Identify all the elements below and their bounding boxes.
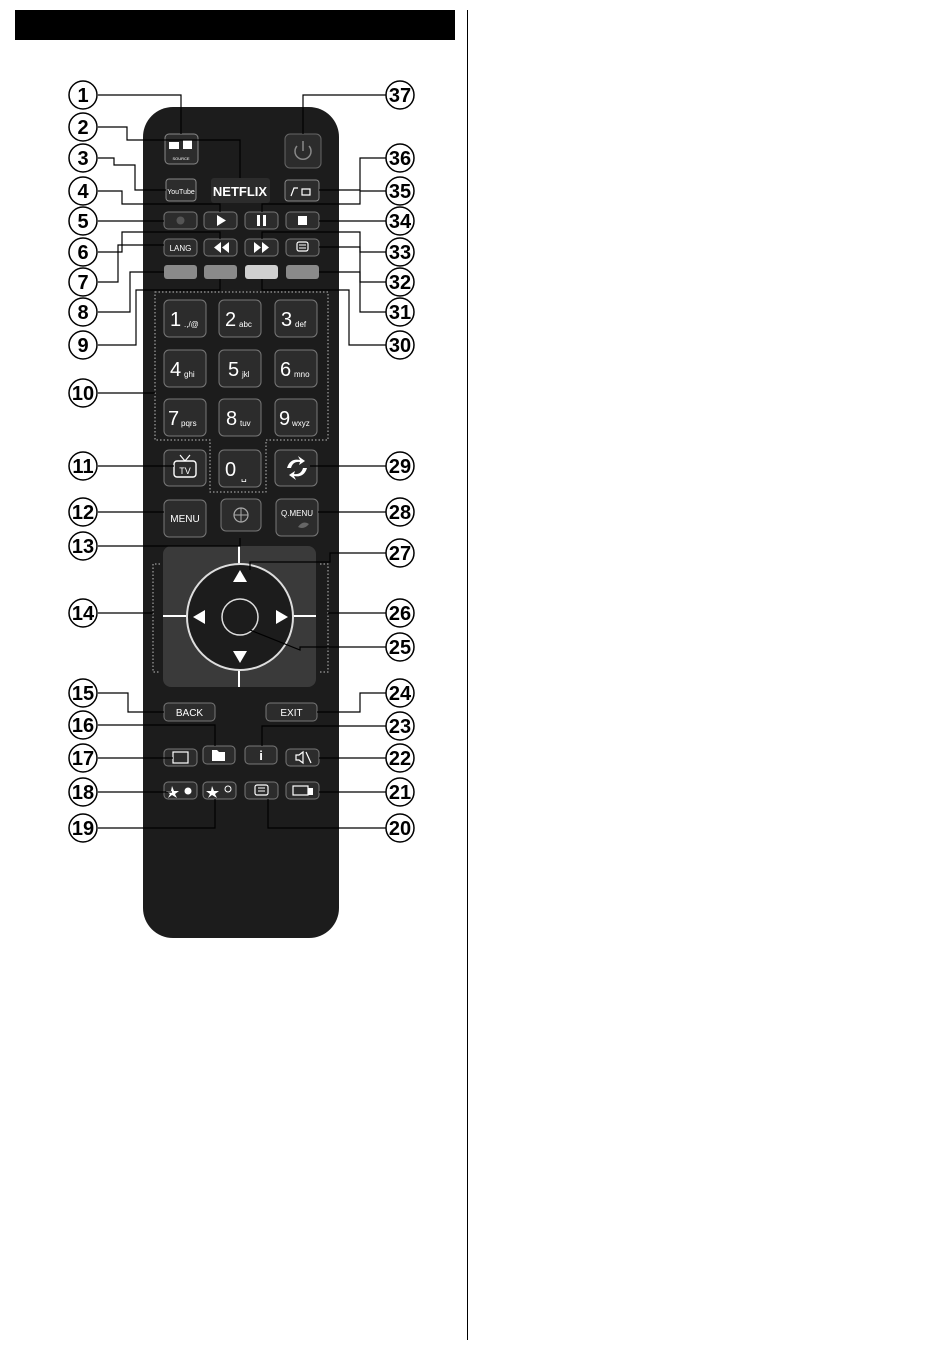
color-key-blue[interactable] — [286, 265, 319, 279]
callout-21 — [386, 778, 414, 806]
back-button[interactable] — [164, 703, 215, 721]
callout-15 — [69, 679, 97, 707]
svg-text:31: 31 — [388, 302, 412, 324]
internet-button[interactable] — [221, 499, 261, 531]
callout-28 — [386, 498, 414, 526]
epg-button[interactable] — [286, 782, 319, 799]
menu-button[interactable] — [164, 500, 206, 537]
callout-37 — [386, 81, 414, 109]
pause-icon — [257, 215, 260, 226]
record-button[interactable] — [164, 212, 197, 229]
svg-text:16: 16 — [71, 715, 95, 737]
digit-6-button[interactable] — [275, 350, 317, 387]
digit-2-button[interactable] — [219, 300, 261, 337]
digit-0-number: 0 — [225, 459, 237, 481]
svg-text:20: 20 — [388, 818, 412, 840]
fast-forward-button[interactable] — [245, 239, 278, 256]
svg-text:24: 24 — [388, 683, 412, 705]
digit-9-number: 9 — [279, 408, 291, 430]
callout-30 — [386, 331, 414, 359]
svg-text:7: 7 — [77, 272, 89, 294]
swap-button[interactable] — [275, 450, 317, 486]
svg-text:27: 27 — [388, 543, 412, 565]
menu-label: MENU — [170, 514, 200, 525]
navigation-pad — [153, 546, 328, 687]
teletext-button[interactable] — [245, 782, 278, 799]
callout-18 — [69, 778, 97, 806]
svg-text:12: 12 — [71, 502, 95, 524]
source-label: SOURCE — [172, 156, 190, 161]
callout-24 — [386, 679, 414, 707]
svg-text:10: 10 — [71, 383, 95, 405]
svg-text:18: 18 — [71, 782, 95, 804]
digit-1-number: 1 — [170, 309, 182, 331]
digit-6-number: 6 — [280, 359, 292, 381]
callout-11 — [69, 452, 97, 480]
quick-menu-button[interactable] — [276, 499, 318, 536]
svg-text:36: 36 — [388, 148, 412, 170]
digit-1-letters: .,/@ — [184, 320, 199, 329]
svg-text:6: 6 — [77, 242, 89, 264]
digit-7-number: 7 — [168, 408, 180, 430]
callout-27 — [386, 539, 414, 567]
stop-button[interactable] — [286, 212, 319, 229]
svg-text:2: 2 — [77, 117, 89, 139]
youtube-label: YouTube — [167, 189, 195, 196]
svg-text:8: 8 — [77, 302, 89, 324]
subtitle-button[interactable] — [286, 239, 319, 256]
digit-7-button[interactable] — [164, 399, 206, 436]
callout-10 — [69, 379, 97, 407]
digit-2-number: 2 — [225, 309, 237, 331]
digit-1-button[interactable] — [164, 300, 206, 337]
exit-button[interactable] — [266, 703, 317, 721]
svg-text:5: 5 — [77, 211, 89, 233]
pause-button[interactable] — [245, 212, 278, 229]
callout-31 — [386, 298, 414, 326]
callout-29 — [386, 452, 414, 480]
svg-text:11: 11 — [72, 456, 94, 478]
digit-7-letters: pqrs — [181, 419, 197, 428]
media-browser-button[interactable] — [285, 180, 319, 201]
qmenu-label: Q.MENU — [281, 509, 313, 518]
digit-8-number: 8 — [226, 408, 238, 430]
color-key-green[interactable] — [204, 265, 237, 279]
svg-text:15: 15 — [71, 683, 95, 705]
callout-25 — [386, 633, 414, 661]
callout-13 — [69, 532, 97, 560]
callout-8 — [69, 298, 97, 326]
rewind-button[interactable] — [204, 239, 237, 256]
digit-0-space: ␣ — [241, 472, 247, 482]
digit-3-button[interactable] — [275, 300, 317, 337]
digit-5-letters: jkl — [242, 370, 250, 379]
play-button[interactable] — [204, 212, 237, 229]
info-label: i — [259, 748, 263, 763]
svg-text:29: 29 — [388, 456, 412, 478]
netflix-button[interactable] — [211, 178, 270, 203]
svg-text:17: 17 — [71, 748, 95, 770]
svg-text:34: 34 — [388, 211, 412, 233]
svg-text:28: 28 — [388, 502, 412, 524]
callout-6 — [69, 238, 97, 266]
callout-22 — [386, 744, 414, 772]
favourite-search-button[interactable] — [203, 782, 236, 799]
svg-text:9: 9 — [77, 335, 89, 357]
digit-4-letters: ghi — [184, 370, 195, 379]
callout-2 — [69, 113, 97, 141]
svg-text:30: 30 — [388, 335, 412, 357]
callout-26 — [386, 599, 414, 627]
digit-3-letters: def — [295, 320, 307, 329]
color-key-yellow[interactable] — [245, 265, 278, 279]
svg-text:22: 22 — [388, 748, 412, 770]
netflix-label: NETFLIX — [212, 184, 268, 199]
svg-text:25: 25 — [388, 637, 412, 659]
callout-7 — [69, 268, 97, 296]
svg-text:26: 26 — [388, 603, 412, 625]
svg-text:1: 1 — [77, 85, 89, 107]
info-button[interactable] — [245, 746, 277, 764]
callout-35 — [386, 177, 414, 205]
mute-button[interactable] — [286, 749, 319, 766]
digit-9-button[interactable] — [275, 399, 317, 436]
callout-14 — [69, 599, 97, 627]
exit-label: EXIT — [280, 708, 303, 719]
lang-button[interactable] — [164, 239, 197, 256]
favourite-folder-button[interactable] — [203, 746, 235, 764]
digit-8-letters: tuv — [240, 419, 251, 428]
digit-0-button[interactable] — [219, 450, 261, 487]
back-label: BACK — [175, 708, 204, 719]
callout-32 — [386, 268, 414, 296]
callout-19 — [69, 814, 97, 842]
callout-34 — [386, 207, 414, 235]
svg-text:35: 35 — [388, 181, 412, 203]
callout-16 — [69, 711, 97, 739]
callout-5 — [69, 207, 97, 235]
callout-3 — [69, 144, 97, 172]
digit-2-letters: abc — [239, 320, 252, 329]
callout-12 — [69, 498, 97, 526]
callout-23 — [386, 712, 414, 740]
svg-text:23: 23 — [388, 716, 412, 738]
callout-33 — [386, 238, 414, 266]
svg-text:3: 3 — [77, 148, 89, 170]
svg-text:19: 19 — [71, 818, 95, 840]
callout-4 — [69, 177, 97, 205]
svg-text:14: 14 — [71, 603, 95, 625]
callout-17 — [69, 744, 97, 772]
digit-9-letters: wxyz — [292, 419, 310, 428]
stop-icon — [298, 216, 307, 225]
tv-button[interactable] — [164, 450, 206, 486]
source-button[interactable] — [165, 134, 198, 164]
digit-5-number: 5 — [228, 359, 240, 381]
power-button[interactable] — [285, 134, 321, 168]
callout-36 — [386, 144, 414, 172]
callout-1 — [69, 81, 97, 109]
tv-label: TV — [179, 466, 191, 476]
digit-8-button[interactable] — [219, 399, 261, 436]
digit-5-button[interactable] — [219, 350, 261, 387]
digit-6-letters: mno — [294, 370, 310, 379]
svg-text:33: 33 — [388, 242, 412, 264]
color-key-red[interactable] — [164, 265, 197, 279]
lang-label: LANG — [169, 244, 192, 253]
digit-4-button[interactable] — [164, 350, 206, 387]
callout-9 — [69, 331, 97, 359]
svg-text:37: 37 — [388, 85, 412, 107]
digit-4-number: 4 — [170, 359, 182, 381]
digit-3-number: 3 — [281, 309, 293, 331]
youtube-button[interactable] — [166, 179, 196, 201]
callout-20 — [386, 814, 414, 842]
svg-text:13: 13 — [71, 536, 95, 558]
svg-text:32: 32 — [388, 272, 412, 294]
favourite-internet-button[interactable] — [164, 782, 197, 799]
record-icon — [177, 217, 185, 225]
svg-text:21: 21 — [388, 782, 412, 804]
ok-button[interactable] — [222, 599, 258, 635]
svg-text:4: 4 — [77, 181, 89, 203]
